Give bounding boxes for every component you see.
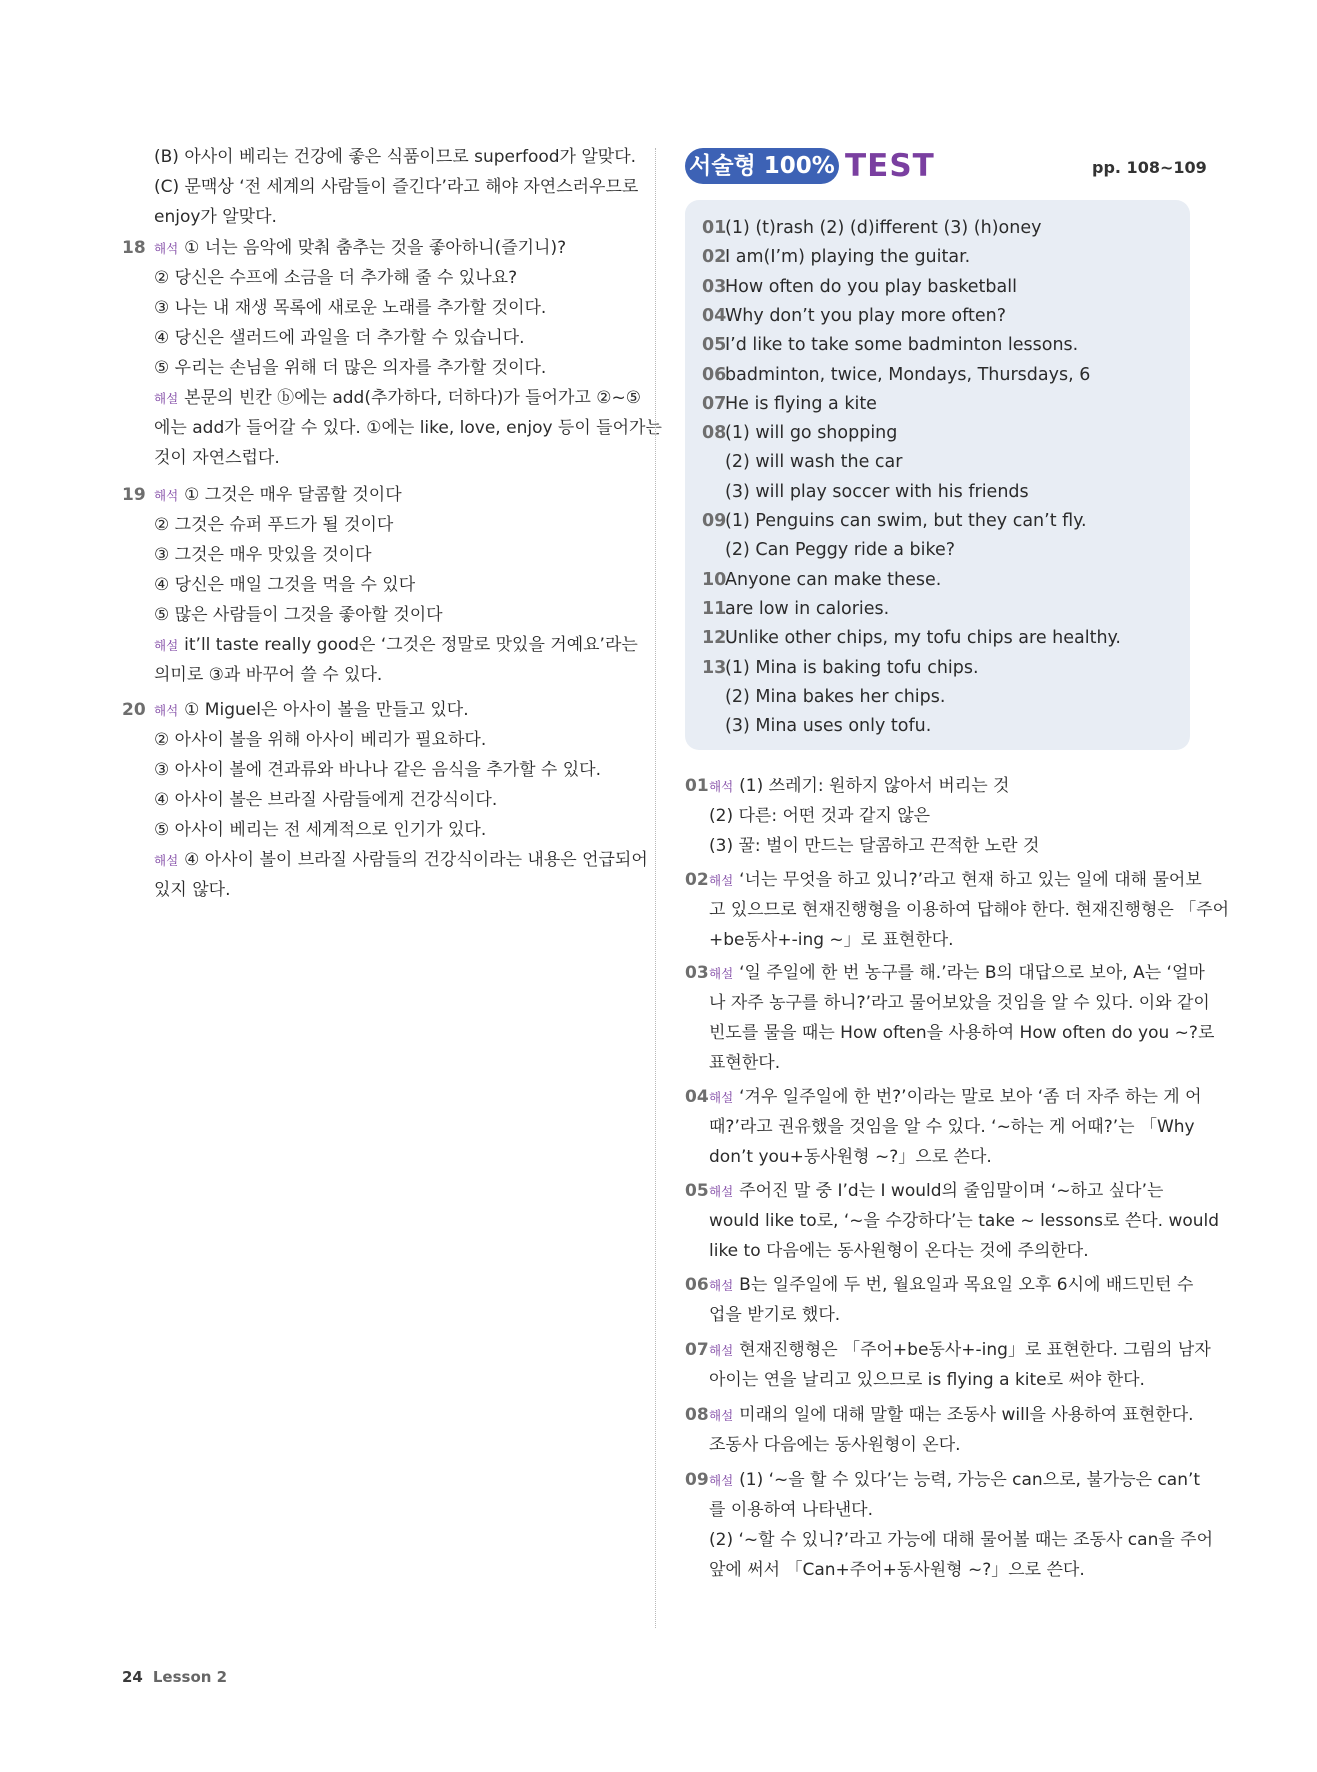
page-range: pp. 108~109 <box>1092 158 1207 177</box>
translation-tag: 해석 <box>154 488 179 503</box>
q18-choice: ⑤ 우리는 손님을 위해 더 많은 의자를 추가할 것이다. <box>154 358 547 378</box>
lesson-label: Lesson 2 <box>152 1668 228 1686</box>
explanation-tag: 해설 <box>154 853 179 868</box>
answer-text: (1) will go shopping <box>725 423 898 444</box>
e07-first <box>709 1340 1211 1361</box>
answer-text: How often do you play basketball <box>725 276 1017 297</box>
q20-explanation-text: ④ 아사이 볼이 브라질 사람들의 건강식이라는 내용은 언급되어 <box>184 850 648 870</box>
e09-line: 앞에 써서 「Can+주어+동사원형 ~?」으로 쓴다. <box>709 1560 1085 1580</box>
answer-number: 06 <box>702 364 727 385</box>
e05-text: 주어진 말 중 I’d는 I would의 줄임말이며 ‘~하고 싶다’는 <box>739 1181 1164 1201</box>
explanation-tag: 해설 <box>709 1090 734 1105</box>
explanation-tag: 해설 <box>154 638 179 653</box>
explanation-number: 08 <box>685 1405 709 1425</box>
e02-line: +be동사+-ing ~」로 표현한다. <box>709 930 954 950</box>
e03-line: 빈도를 물을 때는 How often을 사용하여 How often do you ~?로 <box>709 1023 1215 1043</box>
column-divider <box>655 148 656 1628</box>
q18-explanation-text: 본문의 빈칸 ⓑ에는 add(추가하다, 더하다)가 들어가고 ②~⑤ <box>184 388 641 408</box>
e02-first <box>709 870 1202 891</box>
e05-first <box>709 1181 1163 1202</box>
answer-text: (2) Mina bakes her chips. <box>725 686 946 707</box>
e07-text: 현재진행형은 「주어+be동사+-ing」로 표현한다. 그림의 남자 <box>739 1340 1211 1360</box>
e01-line: (2) 다른: 어떤 것과 같지 않은 <box>709 806 931 826</box>
question-number: 19 <box>122 485 146 505</box>
q20-choice: ⑤ 아사이 베리는 전 세계적으로 인기가 있다. <box>154 820 487 840</box>
explanation-tag: 해설 <box>709 873 734 888</box>
page-footer <box>122 1668 227 1686</box>
answer-number: 03 <box>702 276 727 297</box>
e01-first <box>709 776 1009 797</box>
intro-line: (C) 문맥상 ‘전 세계의 사람들이 즐긴다’라고 해야 자연스러우므로 <box>154 177 639 197</box>
explanation-tag: 해설 <box>709 1473 734 1488</box>
e04-first <box>709 1087 1202 1108</box>
q20-choice: ③ 아사이 볼에 견과류와 바나나 같은 음식을 추가할 수 있다. <box>154 760 601 780</box>
q20-explanation <box>154 850 648 871</box>
answer-number: 04 <box>702 305 727 326</box>
explanation-tag: 해설 <box>154 391 179 406</box>
e09-line: 를 이용하여 나타낸다. <box>709 1500 874 1520</box>
q18-explanation <box>154 388 641 409</box>
e01-text: (1) 쓰레기: 원하지 않아서 버리는 것 <box>739 776 1010 796</box>
e01-line: (3) 꿀: 벌이 만드는 달콤하고 끈적한 노란 것 <box>709 836 1040 856</box>
answer-number: 07 <box>702 393 727 414</box>
q19-first-line <box>154 485 402 506</box>
q19-choice: ② 그것은 슈퍼 푸드가 될 것이다 <box>154 515 394 535</box>
e06-line: 업을 받기로 했다. <box>709 1305 841 1325</box>
e08-line: 조동사 다음에는 동사원형이 온다. <box>709 1435 961 1455</box>
answer-text: (3) will play soccer with his friends <box>725 481 1029 502</box>
e04-text: ‘겨우 일주일에 한 번?’이라는 말로 보아 ‘좀 더 자주 하는 게 어 <box>739 1087 1202 1107</box>
intro-line: enjoy가 알맞다. <box>154 207 277 227</box>
e03-line: 표현한다. <box>709 1053 781 1073</box>
answer-text: Why don’t you play more often? <box>725 305 1006 326</box>
answer-number: 01 <box>702 218 727 238</box>
answer-text: (1) (t)rash (2) (d)ifferent (3) (h)oney <box>725 218 1042 238</box>
translation-tag: 해석 <box>709 779 734 794</box>
explanation-number: 05 <box>685 1181 709 1201</box>
q18-choice: ④ 당신은 샐러드에 과일을 더 추가할 수 있습니다. <box>154 328 525 348</box>
explanation-number: 02 <box>685 870 709 890</box>
q20-choice: ② 아사이 볼을 위해 아사이 베리가 필요하다. <box>154 730 487 750</box>
answer-number: 12 <box>702 628 727 649</box>
answer-text: Unlike other chips, my tofu chips are healthy. <box>725 628 1121 649</box>
q18-choice: ② 당신은 수프에 소금을 더 추가해 줄 수 있나요? <box>154 268 518 288</box>
e02-text: ‘너는 무엇을 하고 있니?’라고 현재 하고 있는 일에 대해 물어보 <box>739 870 1202 890</box>
answer-text: are low in calories. <box>725 598 890 619</box>
e05-line: like to 다음에는 동사원형이 온다는 것에 주의한다. <box>709 1241 1089 1261</box>
q19-choice: ④ 당신은 매일 그것을 먹을 수 있다 <box>154 575 416 595</box>
answer-text: (2) will wash the car <box>725 452 903 473</box>
e09-first <box>709 1470 1200 1491</box>
e06-first <box>709 1275 1193 1296</box>
section-title-test: TEST <box>845 148 935 184</box>
answer-number: 10 <box>702 569 727 590</box>
q18-first-line <box>154 238 566 259</box>
q18-choice-1: ① 너는 음악에 맞춰 춤추는 것을 좋아하니(즐기니)? <box>184 238 567 258</box>
q18-explanation-line: 에는 add가 들어갈 수 있다. ①에는 like, love, enjoy 등이 들어가는 <box>154 418 662 438</box>
e08-text: 미래의 일에 대해 말할 때는 조동사 will을 사용하여 표현한다. <box>739 1405 1194 1425</box>
question-number: 20 <box>122 700 146 720</box>
answer-text: (1) Penguins can swim, but they can’t fly. <box>725 511 1087 531</box>
q20-explanation-line: 있지 않다. <box>154 880 231 900</box>
e09-text: (1) ‘~을 할 수 있다’는 능력, 가능은 can으로, 불가능은 can’t <box>739 1470 1201 1490</box>
e05-line: would like to로, ‘~을 수강하다’는 take ~ lessons로 쓴다. would <box>709 1211 1220 1231</box>
q19-explanation <box>154 635 638 656</box>
explanation-number: 04 <box>685 1087 709 1107</box>
section-title-badge: 서술형 100% <box>685 148 839 184</box>
answer-text: badminton, twice, Mondays, Thursdays, 6 <box>725 364 1091 385</box>
q20-choice: ④ 아사이 볼은 브라질 사람들에게 건강식이다. <box>154 790 498 810</box>
answer-number: 11 <box>702 598 727 619</box>
q20-choice-1: ① Miguel은 아사이 볼을 만들고 있다. <box>184 700 469 720</box>
q18-explanation-line: 것이 자연스럽다. <box>154 448 280 468</box>
e03-line: 나 자주 농구를 하니?’라고 물어보았을 것임을 알 수 있다. 이와 같이 <box>709 993 1210 1013</box>
e03-text: ‘일 주일에 한 번 농구를 해.’라는 B의 대답으로 보아, A는 ‘얼마 <box>739 963 1205 983</box>
e09-line: (2) ‘~할 수 있니?’라고 가능에 대해 물어볼 때는 조동사 can을 주어 <box>709 1530 1214 1550</box>
answer-text: I am(I’m) playing the guitar. <box>725 247 971 268</box>
explanation-number: 06 <box>685 1275 709 1295</box>
answer-text: (1) Mina is baking tofu chips. <box>725 657 979 678</box>
intro-line: (B) 아사이 베리는 건강에 좋은 식품이므로 superfood가 알맞다. <box>154 147 637 167</box>
answer-text: (2) Can Peggy ride a bike? <box>725 540 956 561</box>
e02-line: 고 있으므로 현재진행형을 이용하여 답해야 한다. 현재진행형은 「주어 <box>709 900 1230 920</box>
answer-text: (3) Mina uses only tofu. <box>725 716 932 737</box>
answer-text: I’d like to take some badminton lessons. <box>725 335 1079 356</box>
explanation-number: 01 <box>685 776 709 796</box>
q19-choice: ③ 그것은 매우 맛있을 것이다 <box>154 545 372 565</box>
answer-number: 02 <box>702 247 727 268</box>
q19-explanation-line: 의미로 ③과 바꾸어 쓸 수 있다. <box>154 665 383 685</box>
e04-line: don’t you+동사원형 ~?」으로 쓴다. <box>709 1147 992 1167</box>
q20-first-line <box>154 700 469 721</box>
translation-tag: 해석 <box>154 241 179 256</box>
q19-choice: ⑤ 많은 사람들이 그것을 좋아할 것이다 <box>154 605 443 625</box>
e06-text: B는 일주일에 두 번, 월요일과 목요일 오후 6시에 배드민턴 수 <box>739 1275 1194 1295</box>
answer-number: 09 <box>702 511 727 531</box>
explanation-number: 09 <box>685 1470 709 1490</box>
explanation-tag: 해설 <box>709 1408 734 1423</box>
e04-line: 때?’라고 권유했을 것임을 알 수 있다. ‘~하는 게 어때?’는 「Why <box>709 1117 1195 1137</box>
answer-number: 13 <box>702 657 727 678</box>
question-number: 18 <box>122 238 146 258</box>
e07-line: 아이는 연을 날리고 있으므로 is flying a kite로 써야 한다. <box>709 1370 1145 1390</box>
q19-explanation-text: it’ll taste really good은 ‘그것은 정말로 맛있을 거예요’라는 <box>184 635 638 655</box>
e03-first <box>709 963 1205 984</box>
explanation-tag: 해설 <box>709 1184 734 1199</box>
answer-text: Anyone can make these. <box>725 569 942 590</box>
q19-choice-1: ① 그것은 매우 달콤할 것이다 <box>184 485 402 505</box>
explanation-number: 03 <box>685 963 709 983</box>
answer-text: He is flying a kite <box>725 393 877 414</box>
q18-choice: ③ 나는 내 재생 목록에 새로운 노래를 추가할 것이다. <box>154 298 547 318</box>
page-number: 24 <box>122 1668 143 1686</box>
explanation-number: 07 <box>685 1340 709 1360</box>
answer-number: 05 <box>702 335 727 356</box>
explanation-tag: 해설 <box>709 966 734 981</box>
explanation-tag: 해설 <box>709 1343 734 1358</box>
e08-first <box>709 1405 1194 1426</box>
answer-number: 08 <box>702 423 727 444</box>
explanation-tag: 해설 <box>709 1278 734 1293</box>
translation-tag: 해석 <box>154 703 179 718</box>
